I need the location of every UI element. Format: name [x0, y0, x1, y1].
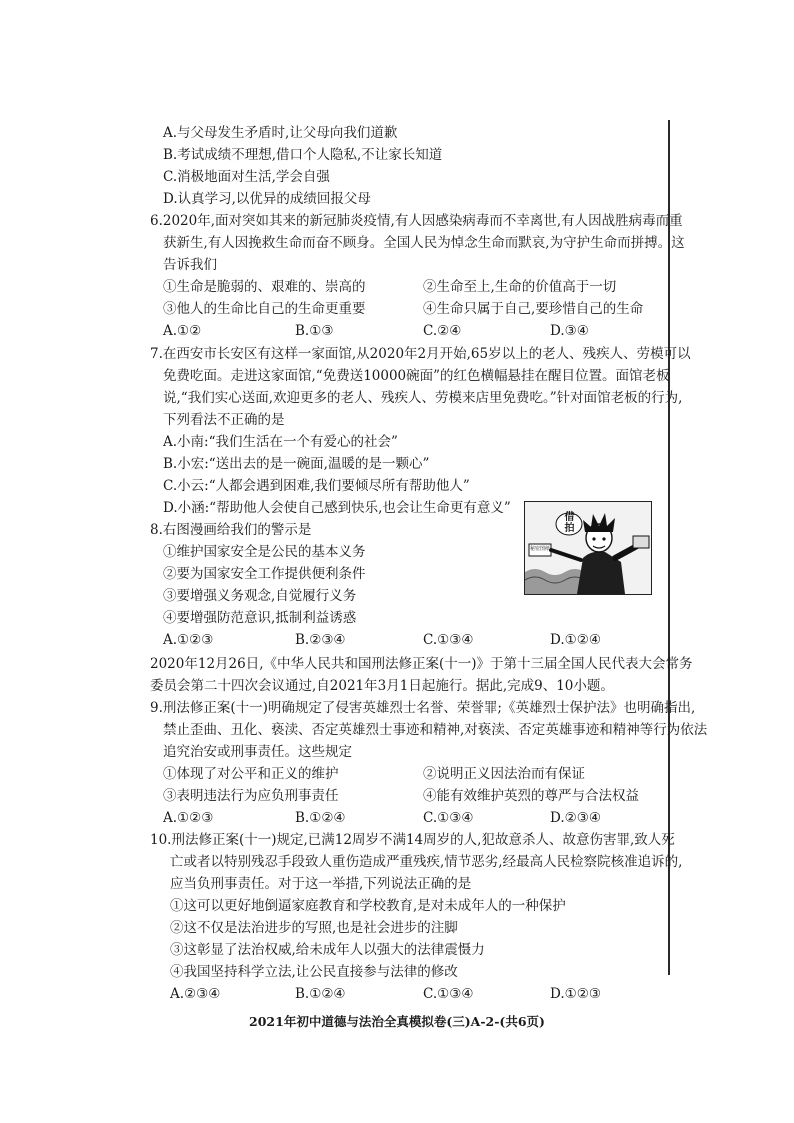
q6-choice-b: B.①③ — [295, 323, 334, 339]
material-line-1: 2020年12月26日,《中华人民共和国刑法修正案(十一)》于第十三届全国人民代表大会常务 — [150, 656, 693, 672]
q9-statement-4: ④能有效维护英烈的尊严与合法权益 — [423, 788, 639, 804]
q10-choice-d: D.①②③ — [550, 986, 601, 1002]
q5-option-a: A.与父母发生矛盾时,让父母向我们道歉 — [163, 125, 398, 141]
q9-choice-d: D.②③④ — [550, 810, 601, 826]
q6-choice-a: A.①② — [163, 323, 202, 339]
q7-option-a: A.小南:“我们生活在一个有爱心的社会” — [163, 434, 398, 450]
q10-choice-c: C.①③④ — [423, 986, 474, 1002]
q10-statement-2: ②这不仅是法治进步的写照,也是社会进步的注脚 — [170, 920, 458, 936]
q10-choice-b: B.①②④ — [295, 986, 346, 1002]
q6-choice-d: D.③④ — [550, 323, 589, 339]
q7-option-b: B.小宏:“送出去的是一碗面,温暖的是一颗心” — [163, 456, 430, 472]
q9-stem-line-2: 禁止歪曲、丑化、亵渎、否定英雄烈士事迹和精神,对亵渎、否定英雄事迹和精神等行为依法 — [163, 722, 708, 738]
q8-statement-1: ①维护国家安全是公民的基本义务 — [163, 544, 366, 560]
q6-choice-c: C.②④ — [423, 323, 462, 339]
q6-stem-line-2: 获新生,有人因挽救生命而奋不顾身。全国人民为悼念生命而默哀,为守护生命而拼搏。这 — [163, 235, 685, 251]
q6-statement-1: ①生命是脆弱的、艰难的、崇高的 — [163, 279, 366, 295]
q7-stem-line-1: 7.在西安市长安区有这样一家面馆,从2020年2月开始,65岁以上的老人、残疾人、劳模可以 — [150, 346, 691, 362]
q7-option-c: C.小云:“人都会遇到困难,我们要倾尽所有帮助他人” — [163, 478, 470, 494]
q7-option-d: D.小涵:“帮助他人会使自己感到快乐,也会让生命更有意义” — [163, 500, 511, 516]
q10-choice-a: A.②③④ — [170, 986, 221, 1002]
q6-statement-2: ②生命至上,生命的价值高于一切 — [423, 279, 617, 295]
q7-stem-line-2: 免费吃面。走进这家面馆,“免费送10000碗面”的红色横幅悬挂在醒目位置。面馆老板 — [163, 368, 670, 384]
cartoon-illustration — [524, 501, 652, 595]
q9-stem-line-1: 9.刑法修正案(十一)明确规定了侵害英雄烈士名誉、荣誉罪;《英雄烈士保护法》也明确指出, — [150, 700, 696, 716]
q8-choice-a: A.①②③ — [163, 632, 214, 648]
q9-choice-c: C.①③④ — [423, 810, 474, 826]
q7-stem-line-4: 下列看法不正确的是 — [163, 412, 285, 428]
q10-stem-line-2: 亡或者以特别残忍手段致人重伤造成严重残疾,情节恶劣,经最高人民检察院核准追诉的, — [170, 854, 683, 870]
page-footer: 2021年初中道德与法治全真模拟卷(三)A-2-(共6页) — [249, 1014, 545, 1029]
cartoon-label-document: 秘密图纸 — [530, 546, 551, 552]
q9-stem-line-3: 追究治安或刑事责任。这些规定 — [163, 744, 352, 760]
material-line-2: 委员会第二十四次会议通过,自2021年3月1日起施行。据此,完成9、10小题。 — [150, 678, 614, 694]
q8-choice-d: D.①②④ — [550, 632, 601, 648]
q10-stem-line-1: 10.刑法修正案(十一)规定,已满12周岁不满14周岁的人,犯故意杀人、故意伤害罪,致人死 — [150, 832, 675, 848]
q9-statement-3: ③表明违法行为应负刑事责任 — [163, 788, 339, 804]
q8-choice-c: C.①③④ — [423, 632, 474, 648]
q7-stem-line-3: 说,“我们实心送面,欢迎更多的老人、残疾人、劳模来店里免费吃。”针对面馆老板的行为, — [163, 390, 683, 406]
q10-statement-3: ③这彰显了法治权威,给未成年人以强大的法律震慑力 — [170, 942, 485, 958]
q5-option-b: B.考试成绩不理想,借口个人隐私,不让家长知道 — [163, 147, 443, 163]
q8-choice-b: B.②③④ — [295, 632, 346, 648]
q10-statement-4: ④我国坚持科学立法,让公民直接参与法律的修改 — [170, 964, 458, 980]
q8-statement-4: ④要增强防范意识,抵制利益诱惑 — [163, 610, 357, 626]
q9-statement-2: ②说明正义因法治而有保证 — [423, 766, 585, 782]
q8-stem: 8.右图漫画给我们的警示是 — [150, 522, 312, 538]
q9-choice-b: B.①②④ — [295, 810, 346, 826]
q8-statement-2: ②要为国家安全工作提供便利条件 — [163, 566, 366, 582]
cartoon-label-jie: 借 — [564, 512, 575, 523]
q9-statement-1: ①体现了对公平和正义的维护 — [163, 766, 339, 782]
q9-choice-a: A.①②③ — [163, 810, 214, 826]
q6-stem-line-1: 6.2020年,面对突如其来的新冠肺炎疫情,有人因感染病毒而不幸离世,有人因战胜病毒而重 — [150, 213, 683, 229]
q5-option-c: C.消极地面对生活,学会自强 — [163, 169, 330, 185]
q5-option-d: D.认真学习,以优异的成绩回报父母 — [163, 191, 371, 207]
q8-statement-3: ③要增强义务观念,自觉履行义务 — [163, 588, 357, 604]
cartoon-label-pai: 拍 — [564, 523, 575, 534]
q10-statement-1: ①这可以更好地倒逼家庭教育和学校教育,是对未成年人的一种保护 — [170, 898, 566, 914]
q6-stem-line-3: 告诉我们 — [163, 257, 217, 273]
q10-stem-line-3: 应当负刑事责任。对于这一举措,下列说法正确的是 — [170, 876, 472, 892]
q6-statement-3: ③他人的生命比自己的生命更重要 — [163, 301, 366, 317]
q6-statement-4: ④生命只属于自己,要珍惜自己的生命 — [423, 301, 644, 317]
